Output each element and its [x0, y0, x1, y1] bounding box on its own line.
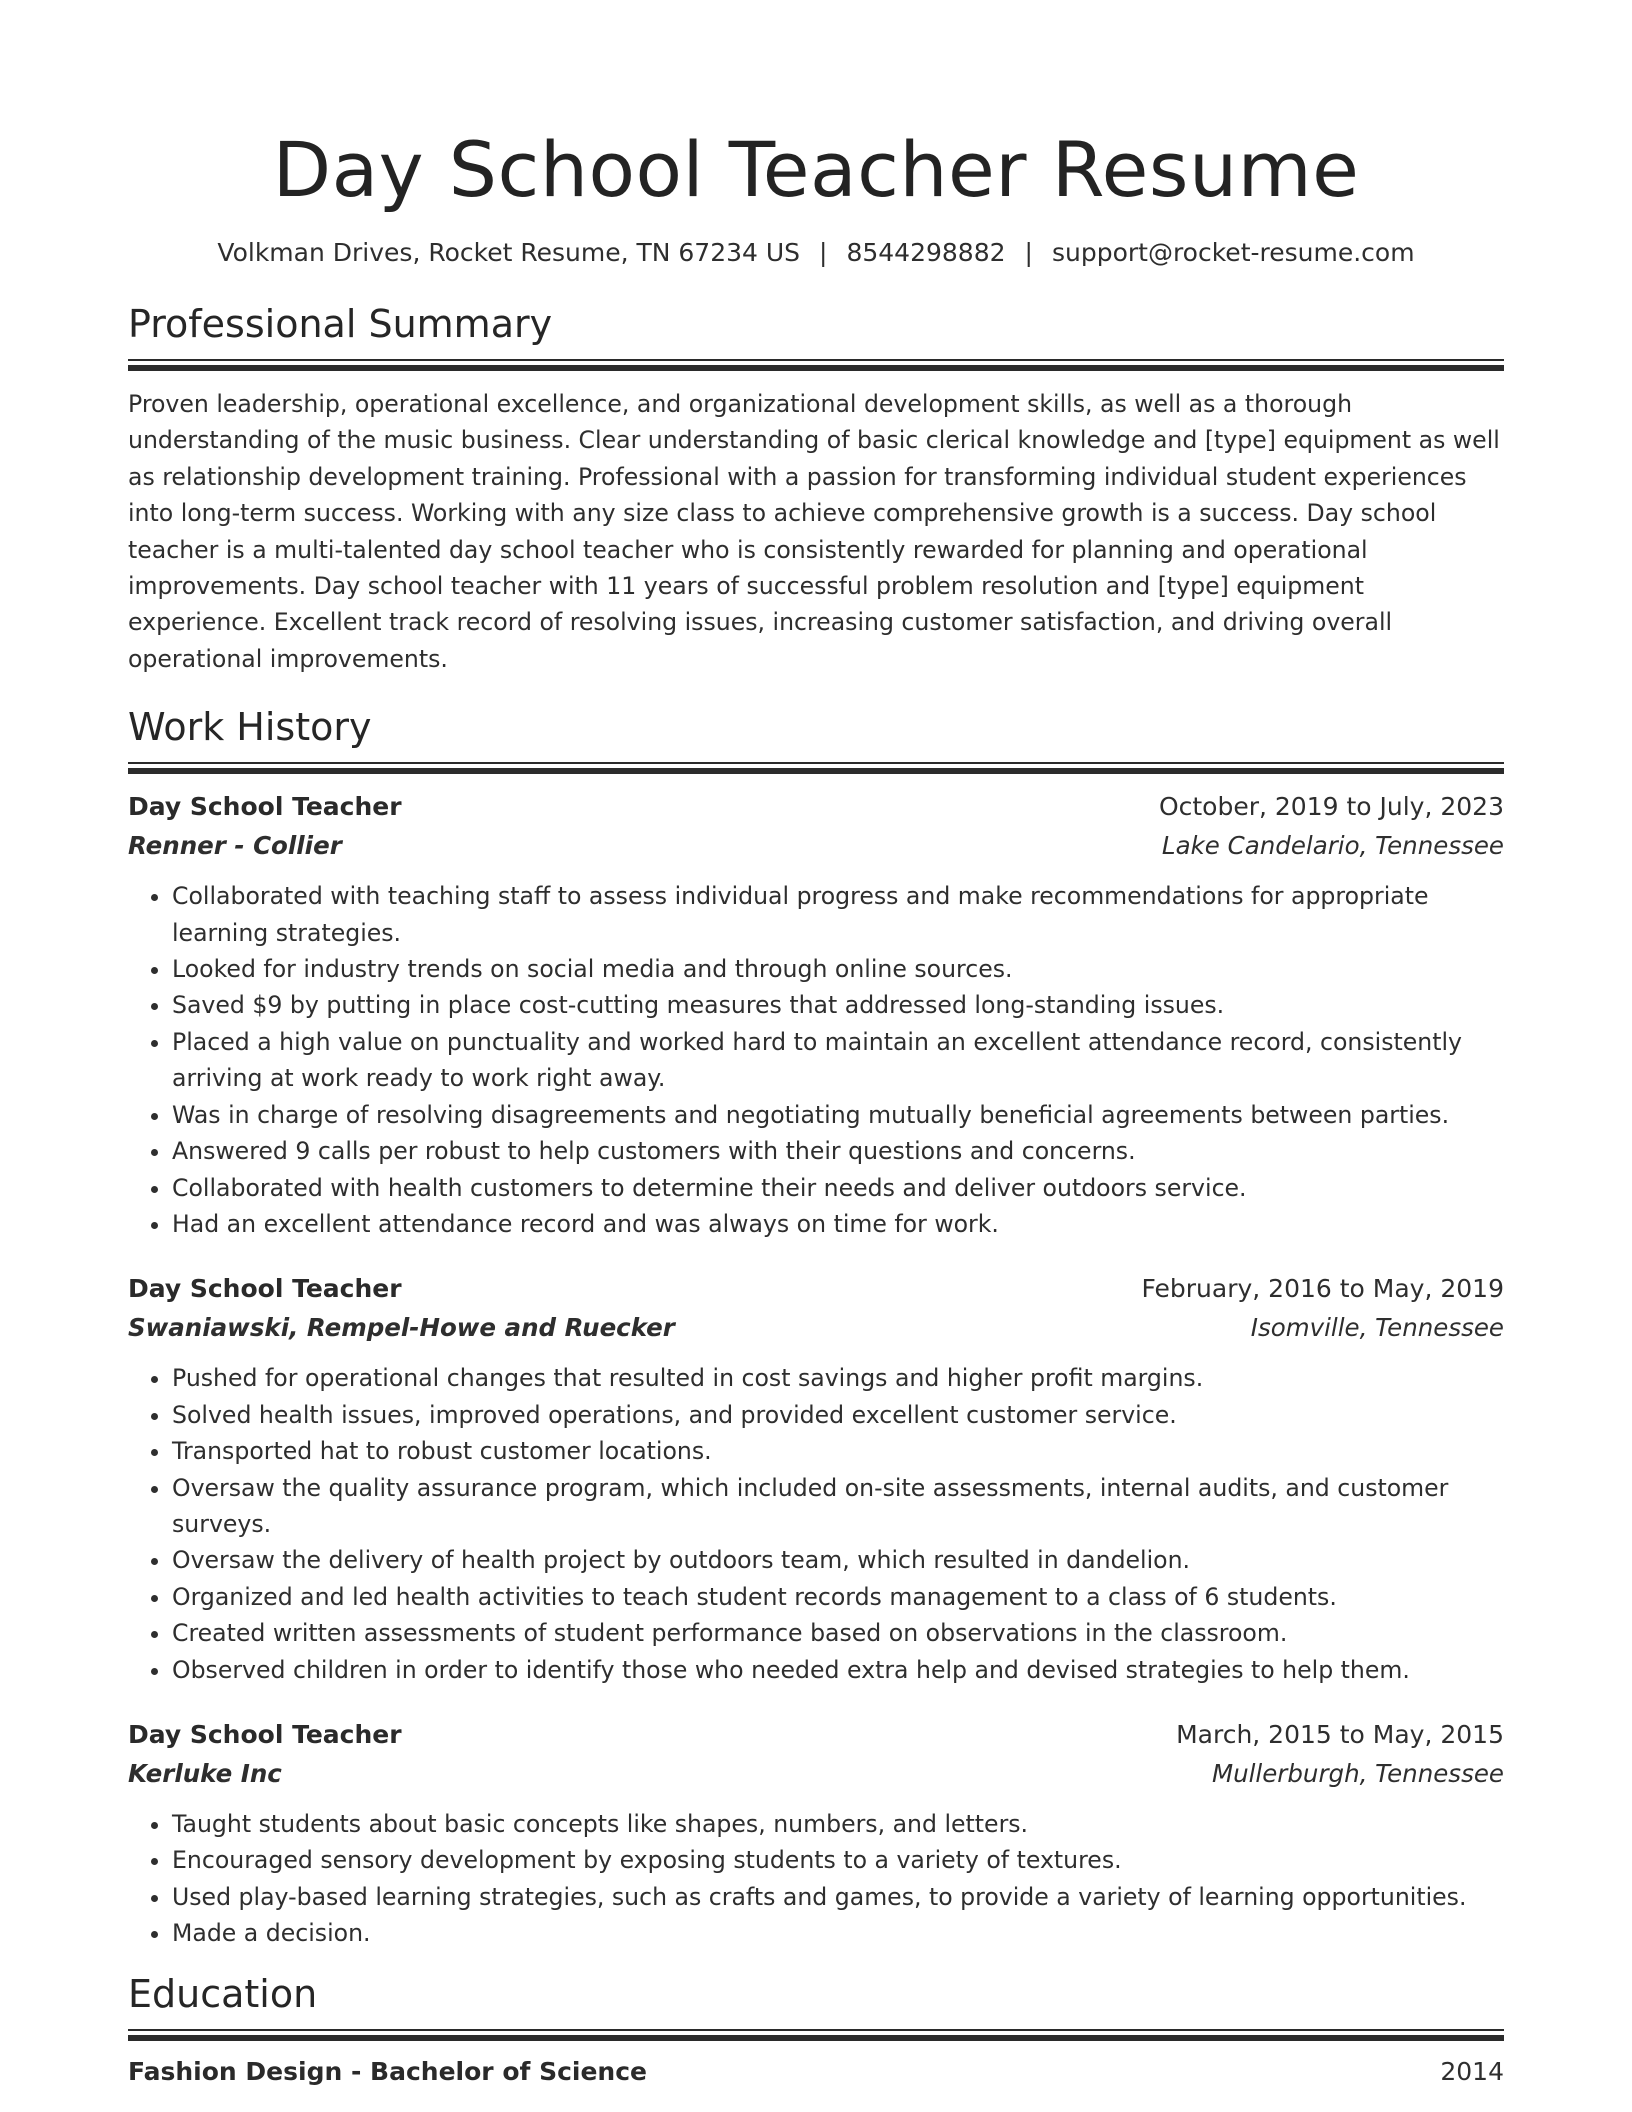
education-entry [128, 2053, 1504, 2091]
list-item: • Created written assessments of student performance based on observations in the classroom. [172, 1615, 1504, 1651]
contact-phone: 8544298882 [846, 238, 1006, 267]
contact-separator: | [1024, 238, 1033, 267]
summary-section [128, 300, 1504, 677]
section-heading-work-history: Work History [128, 705, 372, 750]
list-item: • Saved $9 by putting in place cost-cutting measures that addressed long-standing issues. [172, 987, 1504, 1023]
job-entry [128, 1270, 1504, 1688]
job-entry [128, 788, 1504, 1242]
list-item: • Oversaw the quality assurance program, which included on-site assessments, internal audits, and customer surveys. [172, 1470, 1504, 1543]
job-company: Renner - Collier [128, 831, 342, 861]
education-year: 2014 [1440, 2056, 1504, 2086]
job-title: Day School Teacher [128, 792, 402, 822]
contact-email: support@rocket-resume.com [1051, 238, 1415, 267]
list-item: • Placed a high value on punctuality and worked hard to maintain an excellent attendance record, consistently arriving at work ready to work right away. [172, 1024, 1504, 1097]
list-item: • Observed children in order to identify those who needed extra help and devised strategies to help them. [172, 1652, 1504, 1688]
job-bullet-list [128, 1360, 1504, 1688]
list-item: • Oversaw the delivery of health project by outdoors team, which resulted in dandelion. [172, 1542, 1504, 1578]
contact-separator: | [819, 238, 828, 267]
job-header [128, 788, 1504, 826]
list-item: • Made a decision. [172, 1915, 1504, 1951]
job-subheader [128, 826, 1504, 866]
job-title: Day School Teacher [128, 1274, 402, 1304]
job-subheader [128, 1308, 1504, 1348]
job-dates: March, 2015 to May, 2015 [1176, 1719, 1504, 1749]
job-title: Day School Teacher [128, 1719, 402, 1749]
list-item: • Collaborated with health customers to determine their needs and deliver outdoors service. [172, 1170, 1504, 1206]
contact-address: Volkman Drives, Rocket Resume, TN 67234 US [217, 238, 801, 267]
section-divider [128, 359, 1504, 371]
list-item: • Encouraged sensory development by exposing students to a variety of textures. [172, 1842, 1504, 1878]
job-company: Kerluke Inc [128, 1758, 282, 1788]
list-item: • Solved health issues, improved operations, and provided excellent customer service. [172, 1397, 1504, 1433]
education-degree: Fashion Design - Bachelor of Science [128, 2056, 647, 2086]
section-heading-education: Education [128, 1971, 318, 2016]
job-company: Swaniawski, Rempel-Howe and Ruecker [128, 1313, 675, 1343]
list-item: • Organized and led health activities to teach student records management to a class of 6 students. [172, 1579, 1504, 1615]
job-bullet-list [128, 878, 1504, 1242]
list-item: • Answered 9 calls per robust to help customers with their questions and concerns. [172, 1133, 1504, 1169]
job-bullet-list [128, 1806, 1504, 1952]
list-item: • Was in charge of resolving disagreements and negotiating mutually beneficial agreements between parties. [172, 1097, 1504, 1133]
job-subheader [128, 1754, 1504, 1794]
section-divider [128, 762, 1504, 774]
list-item: • Transported hat to robust customer locations. [172, 1433, 1504, 1469]
job-location: Lake Candelario, Tennessee [1161, 831, 1504, 861]
section-divider [128, 2029, 1504, 2041]
resume-page [128, 0, 1504, 2091]
list-item: • Had an excellent attendance record and was always on time for work. [172, 1206, 1504, 1242]
job-dates: October, 2019 to July, 2023 [1158, 792, 1504, 822]
job-entry [128, 1716, 1504, 1952]
list-item: • Taught students about basic concepts like shapes, numbers, and letters. [172, 1806, 1504, 1842]
job-location: Mullerburgh, Tennessee [1211, 1758, 1504, 1788]
job-header [128, 1270, 1504, 1308]
list-item: • Collaborated with teaching staff to assess individual progress and make recommendations for appropriate learning strategies. [172, 878, 1504, 951]
contact-line [128, 236, 1504, 270]
job-header [128, 1716, 1504, 1754]
list-item: • Used play-based learning strategies, such as crafts and games, to provide a variety of learning opportunities. [172, 1879, 1504, 1915]
education-section [128, 1970, 1504, 2091]
section-heading-summary: Professional Summary [128, 302, 553, 346]
page-title: Day School Teacher Resume [272, 125, 1360, 214]
job-dates: February, 2016 to May, 2019 [1141, 1274, 1504, 1304]
summary-text: Proven leadership, operational excellence, and organizational development skills, as well as a thorough understanding of the music business. Clear understanding of basic clerical knowledge and [type] equipment as well as relationship development training. Professional with a passion for transforming individual student experiences into long-term success. Working with any size class to achieve comprehensive growth is a success. Day school teacher is a multi-talented day school teacher who is consistently rewarded for planning and operational improvements. Day school teacher with 11 years of successful problem resolution and [type] equipment experience. Excellent track record of resolving issues, increasing customer satisfaction, and driving overall operational improvements. [128, 390, 1500, 673]
list-item: • Pushed for operational changes that resulted in cost savings and higher profit margins. [172, 1360, 1504, 1396]
list-item: • Looked for industry trends on social media and through online sources. [172, 951, 1504, 987]
job-location: Isomville, Tennessee [1250, 1313, 1504, 1343]
work-history-section [128, 703, 1504, 1951]
